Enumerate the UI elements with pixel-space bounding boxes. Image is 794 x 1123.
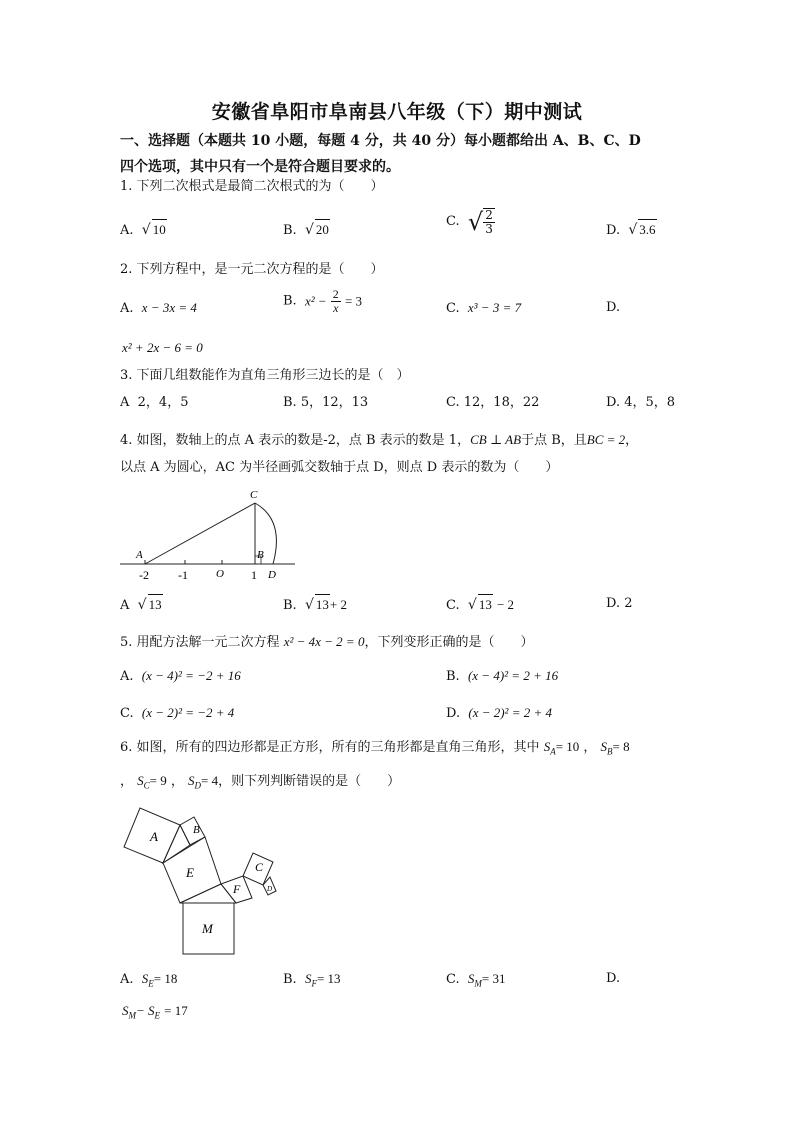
question-6-stem-line-1: 6. 如图，所有的四边形都是正方形，所有的三角形都是直角三角形，其中 $S_A= 10$ ， $S_B= 8$ bbox=[120, 739, 630, 757]
q5-option-a: A. (x − 4)² = −2 + 16 bbox=[120, 668, 241, 684]
question-4-stem-line-2: 以点 A 为圆心，AC 为半径画弧交数轴于点 D，则点 D 表示的数为（ ） bbox=[120, 460, 559, 475]
question-6-stem-line-2: ， $S_C= 9$ ， $S_D= 4$，则下列判断错误的是（ ） bbox=[120, 773, 401, 791]
q6-option-c: C. $S_M= 31$ bbox=[446, 971, 506, 989]
q2-option-c: C. x³ − 3 = 7 bbox=[446, 300, 522, 316]
tick-label-minus-2: -2 bbox=[139, 568, 149, 582]
label-a: A bbox=[136, 549, 143, 561]
q3-option-c: C. 12，18，22 bbox=[446, 395, 540, 410]
question-4-stem-line-1: 4. 如图，数轴上的点 A 表示的数是-2，点 B 表示的数是 1，CB ⊥ AB于点 B，且BC = 2， bbox=[120, 432, 639, 448]
q6-option-b: B. $S_F= 13$ bbox=[283, 971, 341, 989]
q4-option-d: D. 2 bbox=[606, 596, 633, 611]
q6-option-d-expr: $S_M- S_E = 17$ bbox=[122, 1003, 188, 1021]
squares-figure bbox=[118, 805, 288, 960]
q3-option-a: A 2，4，5 bbox=[120, 395, 189, 410]
q5-option-b: B. (x − 4)² = 2 + 16 bbox=[446, 668, 559, 684]
label-b: B bbox=[257, 549, 264, 561]
q4-option-a: A √ 13 bbox=[120, 594, 163, 616]
section-line-1: 一、选择题（本题共 10 小题，每题 4 分，共 40 分）每小题都给出 A、B、C、D bbox=[120, 133, 641, 149]
question-3-stem: 3. 下面几组数能作为直角三角形三边长的是（ ） bbox=[120, 368, 410, 383]
q6-option-a: A. $S_E= 18$ bbox=[120, 971, 178, 989]
label-o: O bbox=[216, 568, 224, 580]
label-a: A bbox=[150, 829, 158, 844]
q6-option-d-label: D. bbox=[606, 971, 621, 986]
q2-option-b: B. x² − $\frac{2}{x}$ = 3 bbox=[283, 287, 363, 315]
q2-option-d-expr: x² + 2x − 6 = 0 bbox=[122, 340, 203, 355]
label-b: B bbox=[193, 824, 200, 836]
q1-option-a: A. √ 10 bbox=[120, 219, 167, 241]
section-header bbox=[120, 128, 680, 180]
q4-option-c: C. √ 13 − 2 bbox=[446, 594, 514, 616]
label-d: D bbox=[268, 569, 276, 581]
q4-option-b: B. √ 13+ 2 bbox=[283, 594, 347, 616]
label-d: D bbox=[267, 885, 273, 893]
q1-option-d: D. √ 3.6 bbox=[606, 219, 657, 241]
number-line-figure bbox=[110, 480, 310, 590]
label-c: C bbox=[255, 860, 264, 874]
q1-option-c: C. √ $\frac{2}{3}$ bbox=[446, 208, 493, 236]
page-title: 安徽省阜阳市阜南县八年级（下）期中测试 bbox=[211, 101, 583, 123]
question-2-stem: 2. 下列方程中，是一元二次方程的是（ ） bbox=[120, 262, 384, 277]
question-5-stem: 5. 用配方法解一元二次方程 x² − 4x − 2 = 0，下列变形正确的是（ ） bbox=[120, 634, 534, 650]
triangle-ab bbox=[163, 825, 190, 863]
label-m: M bbox=[202, 921, 213, 936]
q5-option-c: C. (x − 2)² = −2 + 4 bbox=[120, 705, 235, 721]
q2-option-d-label: D. bbox=[606, 300, 621, 315]
label-e: E bbox=[186, 865, 194, 880]
triangle-em bbox=[180, 884, 236, 903]
label-c: C bbox=[250, 489, 258, 501]
q5-option-d: D. (x − 2)² = 2 + 4 bbox=[446, 705, 553, 721]
label-f: F bbox=[233, 882, 241, 896]
q3-option-b: B. 5，12，13 bbox=[283, 395, 369, 410]
q1-option-b: B. √ 20 bbox=[283, 219, 330, 241]
tick-label-minus-1: -1 bbox=[178, 568, 188, 582]
section-line-2: 四个选项，其中只有一个是符合题目要求的。 bbox=[120, 159, 400, 175]
segment-ac bbox=[145, 503, 255, 564]
q2-option-a: A. x − 3x = 4 bbox=[120, 300, 197, 316]
q3-option-d: D. 4，5，8 bbox=[606, 395, 676, 410]
tick-label-1: 1 bbox=[251, 568, 257, 582]
question-1-stem: 1. 下列二次根式是最简二次根式的为（ ） bbox=[120, 179, 384, 194]
